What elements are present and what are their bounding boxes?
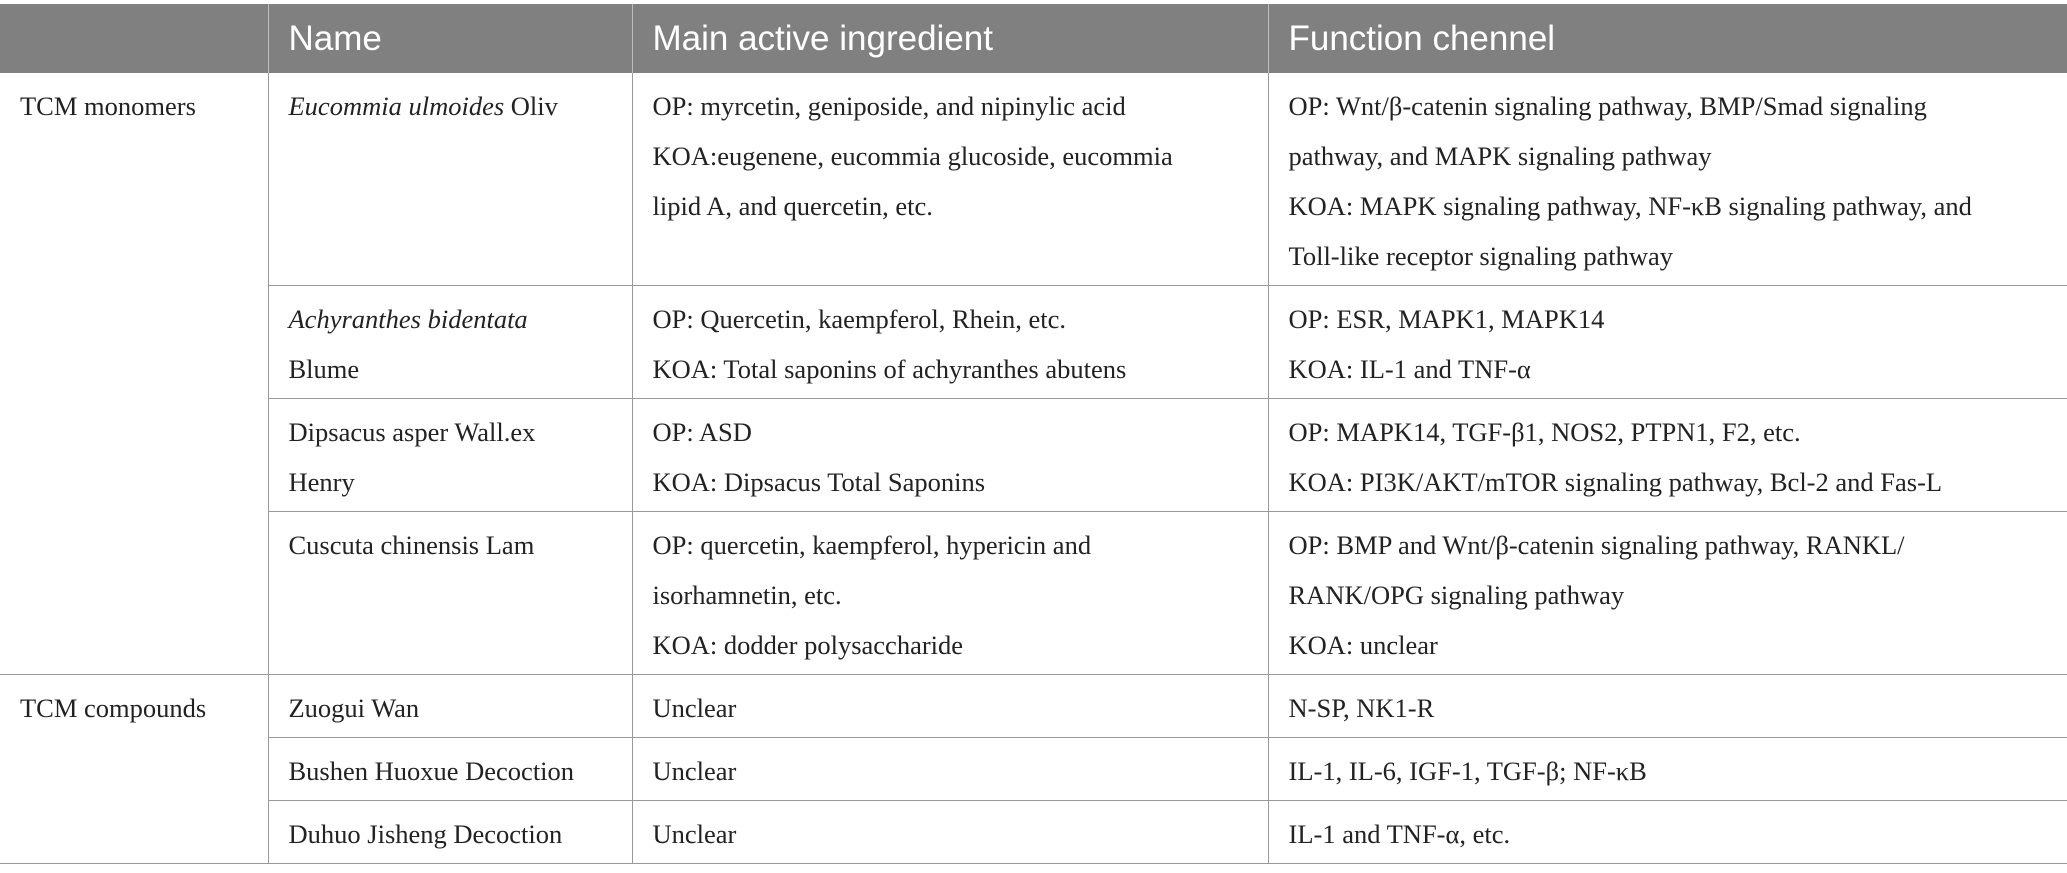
table-row xyxy=(0,399,2067,512)
name-cell xyxy=(268,801,632,864)
ingredient-cell xyxy=(632,73,1268,286)
function-cell xyxy=(1268,738,2067,801)
function-line: OP: Wnt/β-catenin signaling pathway, BMP/Smad signaling xyxy=(1288,91,1927,121)
ingredient-line: KOA:eugenene, eucommia glucoside, eucommia xyxy=(652,141,1173,171)
name-rest: Oliv xyxy=(504,91,558,121)
ingredient-cell xyxy=(632,286,1268,399)
group-label-monomers: TCM monomers xyxy=(0,73,268,675)
function-line: KOA: PI3K/AKT/mTOR signaling pathway, Bcl-2 and Fas-L xyxy=(1288,467,1943,497)
table-row xyxy=(0,801,2067,864)
ingredient-line: OP: ASD xyxy=(652,417,752,447)
function-cell xyxy=(1268,675,2067,738)
ingredient-cell xyxy=(632,512,1268,675)
function-cell xyxy=(1268,73,2067,286)
header-ingredient: Main active ingredient xyxy=(632,4,1268,73)
function-line: OP: BMP and Wnt/β-catenin signaling pathway, RANKL/ xyxy=(1288,530,1905,560)
table-row xyxy=(0,73,2067,286)
ingredient-line: KOA: dodder polysaccharide xyxy=(652,630,964,660)
function-line: IL-1 and TNF-α, etc. xyxy=(1288,819,1511,849)
function-line: RANK/OPG signaling pathway xyxy=(1288,580,1625,610)
name-cell xyxy=(268,399,632,512)
ingredient-cell xyxy=(632,399,1268,512)
name-line: Zuogui Wan xyxy=(288,693,420,723)
table-row xyxy=(0,286,2067,399)
table-row xyxy=(0,738,2067,801)
ingredient-line: Unclear xyxy=(652,756,737,786)
header-row xyxy=(0,4,2067,73)
tcm-table xyxy=(0,4,2067,864)
function-line: KOA: unclear xyxy=(1288,630,1438,660)
ingredient-line: isorhamnetin, etc. xyxy=(652,580,842,610)
group-label-compounds: TCM compounds xyxy=(0,675,268,864)
function-line: KOA: MAPK signaling pathway, NF-κB signaling pathway, and xyxy=(1288,191,1972,221)
ingredient-cell xyxy=(632,738,1268,801)
ingredient-line: Unclear xyxy=(652,819,737,849)
function-cell xyxy=(1268,286,2067,399)
function-line: pathway, and MAPK signaling pathway xyxy=(1288,141,1712,171)
function-cell xyxy=(1268,512,2067,675)
function-line: IL-1, IL-6, IGF-1, TGF-β; NF-κB xyxy=(1288,756,1647,786)
function-cell xyxy=(1268,801,2067,864)
name-line: Henry xyxy=(288,467,355,497)
header-name: Name xyxy=(268,4,632,73)
function-cell xyxy=(1268,399,2067,512)
ingredient-line: lipid A, and quercetin, etc. xyxy=(652,191,933,221)
function-line: OP: ESR, MAPK1, MAPK14 xyxy=(1288,304,1605,334)
function-line: N-SP, NK1-R xyxy=(1288,693,1435,723)
ingredient-line: Unclear xyxy=(652,693,737,723)
table-row xyxy=(0,675,2067,738)
table-row xyxy=(0,512,2067,675)
function-line: Toll-like receptor signaling pathway xyxy=(1288,241,1673,271)
ingredient-cell xyxy=(632,675,1268,738)
function-line: OP: MAPK14, TGF-β1, NOS2, PTPN1, F2, etc. xyxy=(1288,417,1801,447)
name-line: Dipsacus asper Wall.ex xyxy=(288,417,536,447)
name-italic: Achyranthes bidentata xyxy=(288,304,528,334)
name-italic: Eucommia ulmoides xyxy=(288,91,505,121)
ingredient-line: KOA: Total saponins of achyranthes abutens xyxy=(652,354,1127,384)
name-cell xyxy=(268,286,632,399)
ingredient-line: KOA: Dipsacus Total Saponins xyxy=(652,467,986,497)
name-line: Duhuo Jisheng Decoction xyxy=(288,819,563,849)
name-line: Cuscuta chinensis Lam xyxy=(288,530,535,560)
ingredient-line: OP: Quercetin, kaempferol, Rhein, etc. xyxy=(652,304,1067,334)
name-rest: Blume xyxy=(288,354,360,384)
ingredient-line: OP: myrcetin, geniposide, and nipinylic acid xyxy=(652,91,1126,121)
ingredient-cell xyxy=(632,801,1268,864)
name-cell xyxy=(268,675,632,738)
name-cell xyxy=(268,73,632,286)
ingredient-line: OP: quercetin, kaempferol, hypericin and xyxy=(652,530,1092,560)
header-group xyxy=(0,4,268,73)
name-cell xyxy=(268,512,632,675)
header-function: Function chennel xyxy=(1268,4,2067,73)
name-cell xyxy=(268,738,632,801)
function-line: KOA: IL-1 and TNF-α xyxy=(1288,354,1531,384)
name-line: Bushen Huoxue Decoction xyxy=(288,756,575,786)
